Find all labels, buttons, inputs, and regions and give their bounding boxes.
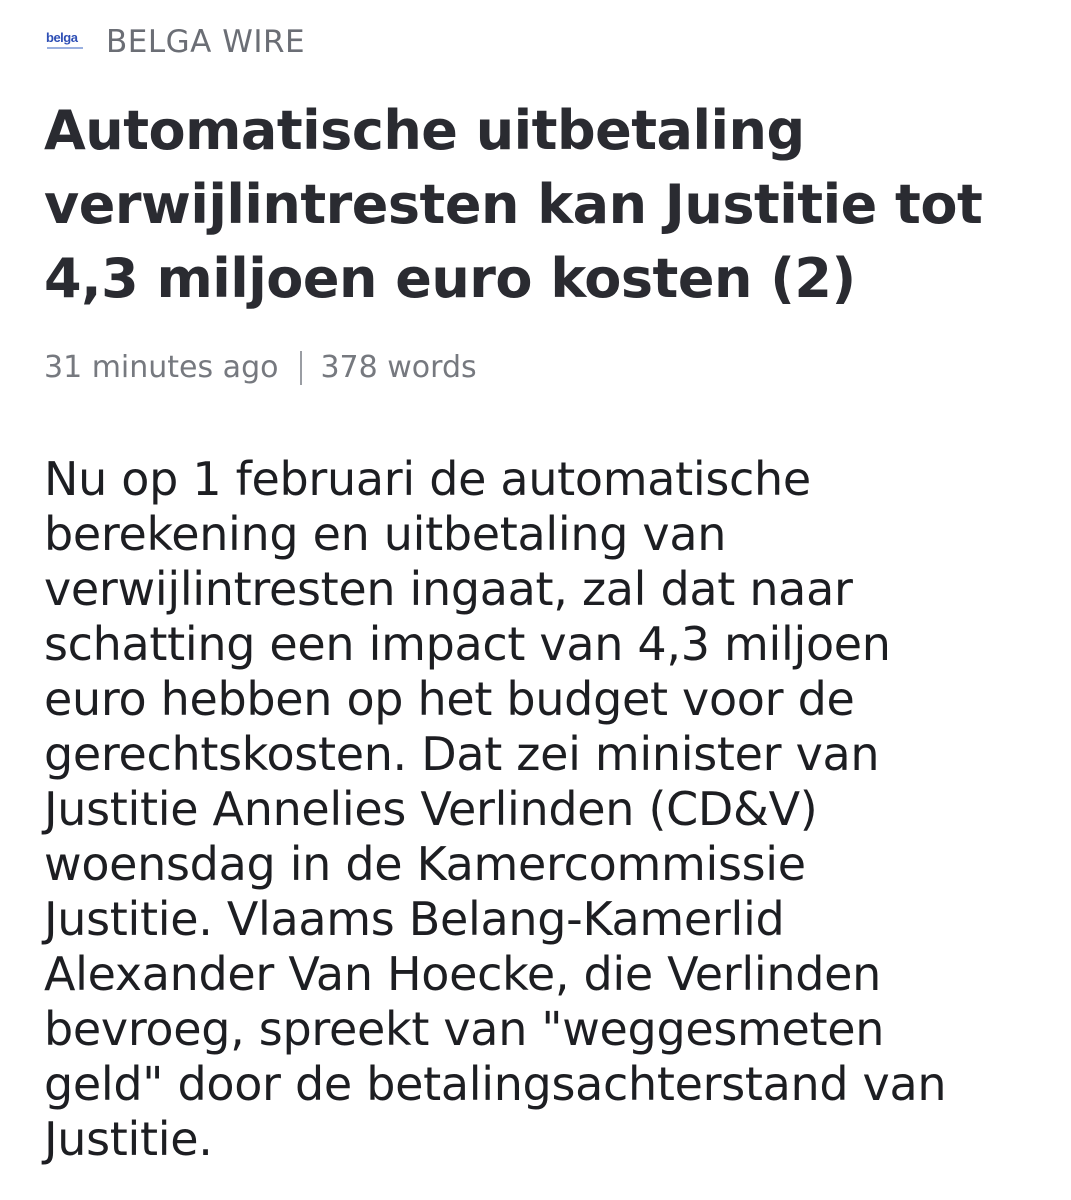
published-time: 31 minutes ago — [44, 350, 279, 385]
body-line: woensdag in de Kamercommissie — [44, 837, 806, 891]
headline-line: Automatische uitbetaling — [44, 99, 805, 162]
body-line: verwijlintresten ingaat, zal dat naar — [44, 562, 853, 616]
logo-subline — [47, 47, 83, 49]
body-line: Alexander Van Hoecke, die Verlinden — [44, 947, 881, 1001]
article-meta — [44, 350, 477, 385]
belga-logo — [44, 27, 84, 57]
body-line: euro hebben op het budget voor de — [44, 672, 855, 726]
word-count: 378 words — [320, 350, 477, 385]
source-row[interactable] — [44, 22, 305, 62]
body-line: Nu op 1 februari de automatische — [44, 452, 811, 506]
body-line: berekening en uitbetaling van — [44, 507, 727, 561]
body-line: gerechtskosten. Dat zei minister van — [44, 727, 880, 781]
logo-wordmark: belga — [46, 30, 78, 45]
headline-line: 4,3 miljoen euro kosten (2) — [44, 247, 856, 310]
source-name: BELGA WIRE — [106, 24, 306, 60]
meta-separator — [300, 351, 302, 385]
body-line: Justitie. Vlaams Belang-Kamerlid — [44, 892, 785, 946]
body-line: schatting een impact van 4,3 miljoen — [44, 617, 891, 671]
article-headline — [44, 94, 1034, 316]
body-line: Justitie. — [44, 1112, 213, 1166]
headline-line: verwijlintresten kan Justitie tot — [44, 173, 983, 236]
body-line: Justitie Annelies Verlinden (CD&V) — [44, 782, 818, 836]
body-line: bevroeg, spreekt van "weggesmeten — [44, 1002, 885, 1056]
article-body — [44, 452, 1034, 1167]
body-line: geld" door de betalingsachterstand van — [44, 1057, 947, 1111]
